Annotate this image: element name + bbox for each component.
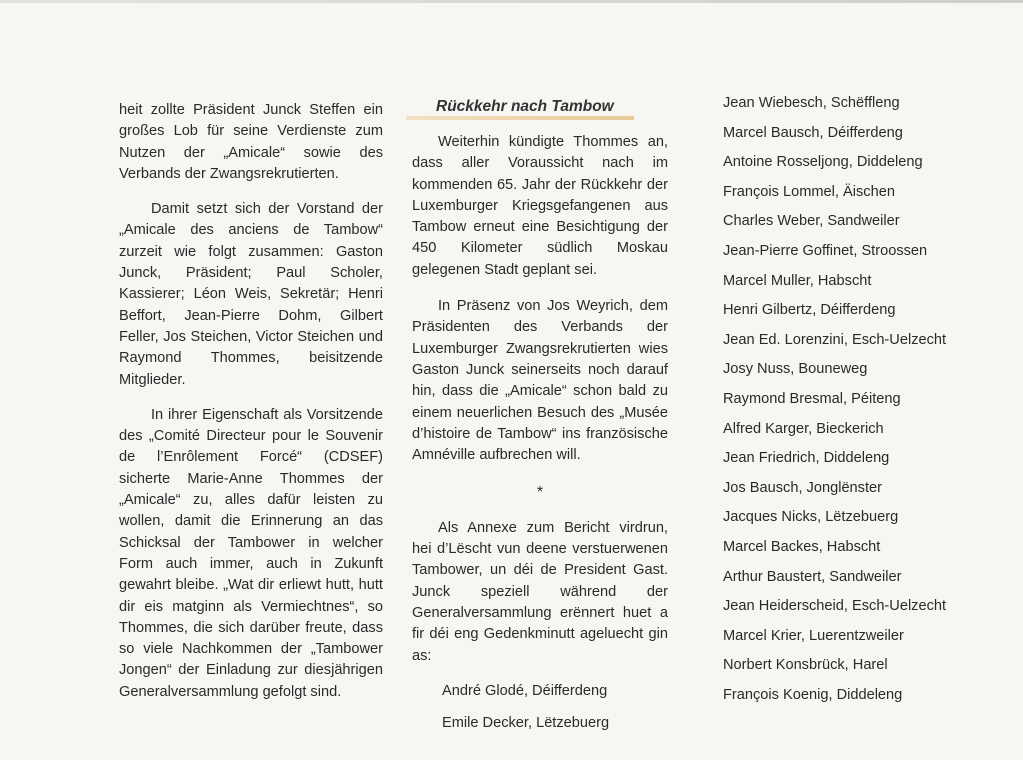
- left-column: [119, 100, 383, 703]
- page-top-edge: [0, 0, 1023, 3]
- list-item: Jean Friedrich, Diddeleng: [723, 450, 890, 467]
- list-item: Marcel Bausch, Déifferdeng: [723, 124, 903, 141]
- list-item: François Koenig, Diddeleng: [723, 686, 903, 703]
- list-item: Norbert Konsbrück, Harel: [723, 657, 888, 674]
- section-separator: *: [536, 484, 544, 502]
- list-item: Jos Bausch, Jonglënster: [723, 479, 882, 496]
- paragraph: Weiterhin kündigte Thommes an, dass aller Voraussicht nach im kommenden 65. Jahr der Rückkehr der Luxemburger Kriegsgefangenen aus Tambow erneut eine Besichtigung der 450 Kilometer südlich Moskau gelegenen Stadt geplant sei.: [412, 134, 668, 278]
- annex-paragraph: Als Annexe zum Bericht virdrun, hei d’Lëscht vun deene verstuerwenen Tambower, un déi de President Gast. Junck speziell während der Generalversammlung erënnert huet a fir déi eng Gedenkminutt ageluecht gin as:: [412, 519, 668, 664]
- list-item: Jean Wiebesch, Schëffleng: [723, 95, 900, 111]
- list-item: Jean Ed. Lorenzini, Esch-Uelzecht: [723, 331, 947, 348]
- list-item: Alfred Karger, Bieckerich: [723, 420, 884, 437]
- right-column: [723, 92, 1003, 713]
- middle-column: [412, 96, 668, 745]
- paragraph: heit zollte Präsident Junck Steffen ein großes Lob für seine Verdienste zum Nutzen der „Amicale“ sowie des Verbands der Zwangsrekrutierten.: [119, 102, 383, 182]
- list-item: Marcel Backes, Habscht: [723, 538, 881, 555]
- list-item: Emile Decker, Lëtzebuerg: [442, 714, 610, 731]
- paragraph: Damit setzt sich der Vorstand der „Amicale des anciens de Tambow“ zurzeit wie folgt zusammen: Gaston Junck, Präsident; Paul Scholer, Kassierer; Léon Weis, Sekretär; Henri Beffort, Jean-Pierre Dohm, Gilbert Feller, Jos Steichen, Victor Steichen und Raymond Thommes, beisitzende Mitglieder.: [119, 201, 383, 388]
- list-item: Raymond Bresmal, Péiteng: [723, 390, 901, 407]
- list-item: André Glodé, Déifferdeng: [442, 682, 608, 699]
- list-item: Josy Nuss, Bouneweg: [723, 361, 868, 378]
- list-item: Jacques Nicks, Lëtzebuerg: [723, 509, 899, 526]
- list-item: Jean Heiderscheid, Esch-Uelzecht: [723, 598, 947, 615]
- section-heading: Rückkehr nach Tambow: [436, 98, 614, 115]
- list-item: Jean-Pierre Goffinet, Stroossen: [723, 242, 928, 259]
- list-item: Marcel Muller, Habscht: [723, 272, 872, 289]
- section-heading-wrapper: [436, 96, 668, 118]
- list-item: François Lommel, Äischen: [723, 183, 895, 200]
- deceased-list-continued: [723, 92, 1003, 713]
- list-item: Marcel Krier, Luerentzweiler: [723, 627, 904, 644]
- paragraph: In Präsenz von Jos Weyrich, dem Präsidenten des Verbands der Luxemburger Zwangsrekrutierten wies Gaston Junck seinerseits noch darauf hin, dass die „Amicale“ schon bald zu einem neuerlichen Besuch des „Musée d’histoire de Tambow“ ins französische Amnéville aufbrechen will.: [412, 298, 668, 464]
- list-item: Arthur Baustert, Sandweiler: [723, 568, 902, 585]
- list-item: Henri Gilbertz, Déifferdeng: [723, 302, 896, 319]
- paragraph: In ihrer Eigenschaft als Vorsitzende des „Comité Directeur pour le Souvenir de l’Enrôlement Forcé“ (CDSEF) sicherte Marie-Anne Thommes der „Amicale“ zu, alles dafür leisten zu wollen, damit die Erinnerung an das Schicksal der Tambower in welcher Form auch immer, auch in Zukunft gewahrt bleibe. „Wat dir erliewt hutt, hutt dir eis matginn als Vermiechtnes“, so Thommes, die sich darüber freute, dass so viele Nachkommen der „Tambower Jongen“ der Einladung zur diesjährigen Generalversammlung gefolgt sind.: [119, 406, 383, 700]
- list-item: Charles Weber, Sandweiler: [723, 213, 900, 230]
- list-item: Antoine Rosseljong, Diddeleng: [723, 154, 923, 171]
- deceased-list-start: [442, 681, 668, 745]
- heading-underline: [406, 116, 634, 120]
